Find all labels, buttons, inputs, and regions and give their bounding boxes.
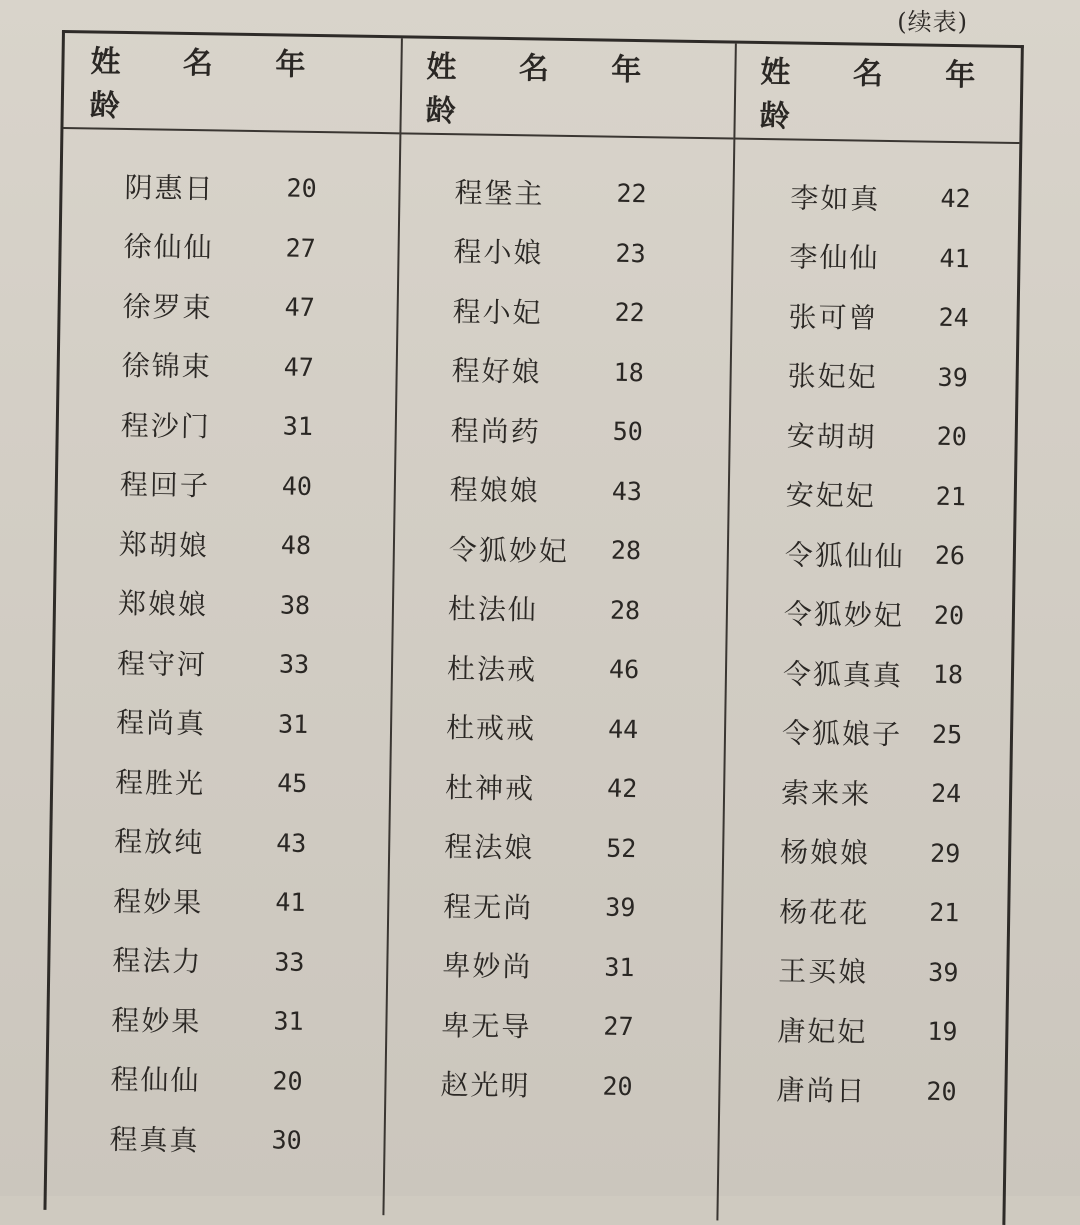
table-row [391, 636, 726, 701]
person-age: 50 [612, 416, 644, 447]
person-name: 唐妃妃 [777, 1014, 868, 1049]
person-age: 28 [609, 595, 641, 625]
table-row [52, 809, 389, 874]
table-row [53, 750, 390, 815]
person-age: 20 [602, 1071, 633, 1101]
person-age: 39 [928, 957, 959, 987]
person-name: 令狐妙妃 [448, 532, 570, 568]
table-row [385, 993, 720, 1058]
table-row [730, 285, 1017, 349]
person-name: 杨娘娘 [779, 835, 871, 871]
person-age: 20 [936, 422, 968, 452]
table-row [726, 523, 1013, 587]
person-age: 42 [606, 773, 638, 804]
table-row [54, 690, 391, 755]
table-row [731, 225, 1018, 289]
person-age: 31 [273, 1006, 304, 1037]
table-row [389, 755, 724, 820]
table-row [393, 458, 728, 523]
person-age: 31 [277, 709, 309, 739]
table-row [56, 571, 393, 636]
person-age: 21 [935, 481, 967, 512]
person-name: 索来来 [780, 776, 872, 811]
person-name: 卑无导 [441, 1008, 532, 1044]
person-age: 33 [274, 947, 305, 977]
person-name: 程真真 [109, 1122, 200, 1158]
person-age: 28 [610, 535, 642, 566]
person-age: 46 [608, 654, 640, 685]
person-age: 47 [283, 352, 315, 382]
table-row [50, 928, 387, 993]
table-row [388, 815, 723, 880]
table-row [386, 934, 721, 999]
table-row [396, 279, 731, 344]
person-age: 20 [926, 1076, 957, 1106]
person-name: 杜法仙 [447, 592, 539, 627]
table-row [397, 220, 732, 285]
person-age: 19 [927, 1016, 958, 1047]
table-row [729, 344, 1016, 408]
person-age: 45 [276, 768, 308, 799]
table-row [721, 879, 1008, 943]
table-row [59, 334, 396, 399]
table-row [392, 517, 727, 582]
person-age: 39 [605, 892, 636, 923]
table-row [394, 398, 729, 463]
person-age: 18 [932, 660, 964, 690]
table-row [60, 274, 397, 339]
table-row [48, 1047, 385, 1112]
person-name: 杜法戒 [446, 651, 538, 687]
person-name: 程无尚 [443, 889, 534, 925]
person-name: 王买娘 [778, 954, 869, 990]
person-age: 20 [286, 173, 317, 204]
table-row [723, 760, 1010, 824]
table-row [387, 874, 722, 939]
person-name: 阴惠日 [124, 170, 215, 206]
table-row [725, 641, 1012, 705]
person-name: 赵光明 [440, 1068, 531, 1103]
column-rows [47, 129, 399, 1172]
person-age: 44 [607, 714, 639, 744]
table-row [732, 166, 1019, 230]
column-header: 姓 名 年 龄 [63, 33, 400, 134]
person-name: 杜神戒 [444, 770, 536, 806]
person-age: 27 [285, 233, 316, 263]
person-age: 41 [939, 243, 970, 274]
person-name: 卑妙尚 [442, 949, 533, 984]
person-name: 张妃妃 [787, 359, 878, 395]
table-row [724, 701, 1011, 765]
table-row [728, 404, 1015, 468]
person-name: 程娘娘 [449, 473, 541, 508]
table-row [51, 869, 388, 934]
person-age: 31 [604, 952, 635, 982]
person-name: 郑娘娘 [117, 587, 209, 622]
person-name: 程法力 [112, 944, 203, 979]
person-age: 30 [271, 1125, 302, 1156]
person-age: 47 [284, 292, 316, 323]
person-name: 李如真 [790, 181, 881, 216]
table-row [61, 215, 398, 280]
person-name: 令狐真真 [782, 657, 904, 693]
person-name: 程守河 [116, 646, 208, 682]
person-age: 40 [281, 471, 313, 501]
person-name: 程尚真 [115, 706, 207, 741]
person-age: 42 [940, 184, 971, 214]
person-age: 25 [931, 719, 963, 749]
column-header: 姓 名 年 龄 [399, 38, 734, 139]
person-age: 39 [937, 362, 968, 393]
person-age: 18 [613, 357, 645, 387]
continued-label: (续表) [897, 8, 968, 36]
person-name: 程尚药 [450, 413, 542, 449]
person-age: 23 [615, 238, 646, 268]
person-name: 徐仙仙 [123, 230, 214, 265]
person-name: 唐尚日 [776, 1073, 867, 1109]
column-header: 姓 名 年 龄 [733, 44, 1020, 144]
person-name: 令狐妙妃 [783, 597, 905, 633]
person-age: 24 [938, 303, 969, 333]
person-name: 程法娘 [443, 830, 535, 865]
table-row [719, 998, 1006, 1062]
table-row [725, 582, 1012, 646]
table-row [392, 577, 727, 642]
person-name: 程妙果 [111, 1003, 202, 1039]
table-row [390, 696, 725, 761]
person-age: 22 [616, 178, 647, 209]
person-name: 李仙仙 [789, 240, 880, 276]
table-row [55, 631, 392, 696]
name-age-table [43, 30, 1023, 1225]
person-name: 程妙果 [113, 884, 204, 920]
person-age: 33 [278, 649, 310, 680]
person-name: 程沙门 [120, 408, 212, 444]
person-name: 张可曾 [788, 300, 879, 335]
table-row [57, 452, 394, 517]
person-age: 52 [605, 833, 637, 863]
person-name: 杨花花 [778, 895, 870, 930]
person-age: 22 [614, 297, 645, 328]
table-column-3 [716, 44, 1020, 1225]
table-row [395, 339, 730, 404]
person-name: 安胡胡 [786, 419, 877, 454]
person-name: 程回子 [119, 468, 211, 503]
person-name: 程仙仙 [110, 1063, 201, 1098]
person-age: 38 [279, 590, 311, 620]
person-age: 21 [929, 897, 960, 928]
person-age: 20 [933, 600, 965, 630]
person-age: 24 [930, 778, 962, 809]
person-name: 郑胡娘 [118, 527, 210, 563]
person-name: 徐罗束 [122, 289, 213, 325]
person-name: 程堡主 [454, 175, 545, 211]
table-column-2 [382, 38, 736, 1220]
table-row [62, 155, 399, 220]
person-age: 41 [275, 887, 306, 918]
table-row [722, 820, 1009, 884]
person-age: 43 [611, 476, 643, 506]
table-column-1 [46, 33, 402, 1215]
table-row [718, 1058, 1005, 1122]
person-age: 29 [929, 838, 961, 868]
person-name: 程放纯 [113, 825, 205, 860]
person-name: 程好娘 [451, 354, 542, 389]
column-rows [384, 134, 733, 1117]
person-age: 26 [934, 541, 966, 571]
table-row [720, 939, 1007, 1003]
table-row [384, 1053, 719, 1118]
table-row [398, 160, 733, 225]
table-row [49, 988, 386, 1053]
person-name: 徐锦束 [121, 349, 212, 384]
table-row [58, 393, 395, 458]
person-name: 杜戒戒 [445, 711, 537, 746]
table-row [56, 512, 393, 577]
person-age: 27 [603, 1011, 634, 1042]
table-row [47, 1107, 384, 1172]
person-name: 令狐娘子 [781, 716, 903, 752]
person-name: 程小妃 [452, 294, 543, 330]
person-age: 20 [272, 1066, 303, 1096]
person-name: 程胜光 [114, 765, 206, 801]
person-age: 43 [276, 828, 307, 858]
person-name: 令狐仙仙 [784, 538, 906, 574]
table-row [727, 463, 1014, 527]
column-rows [718, 140, 1019, 1122]
person-name: 程小娘 [453, 235, 544, 270]
person-name: 安妃妃 [785, 478, 877, 514]
person-age: 48 [280, 530, 312, 561]
person-age: 31 [282, 411, 314, 442]
